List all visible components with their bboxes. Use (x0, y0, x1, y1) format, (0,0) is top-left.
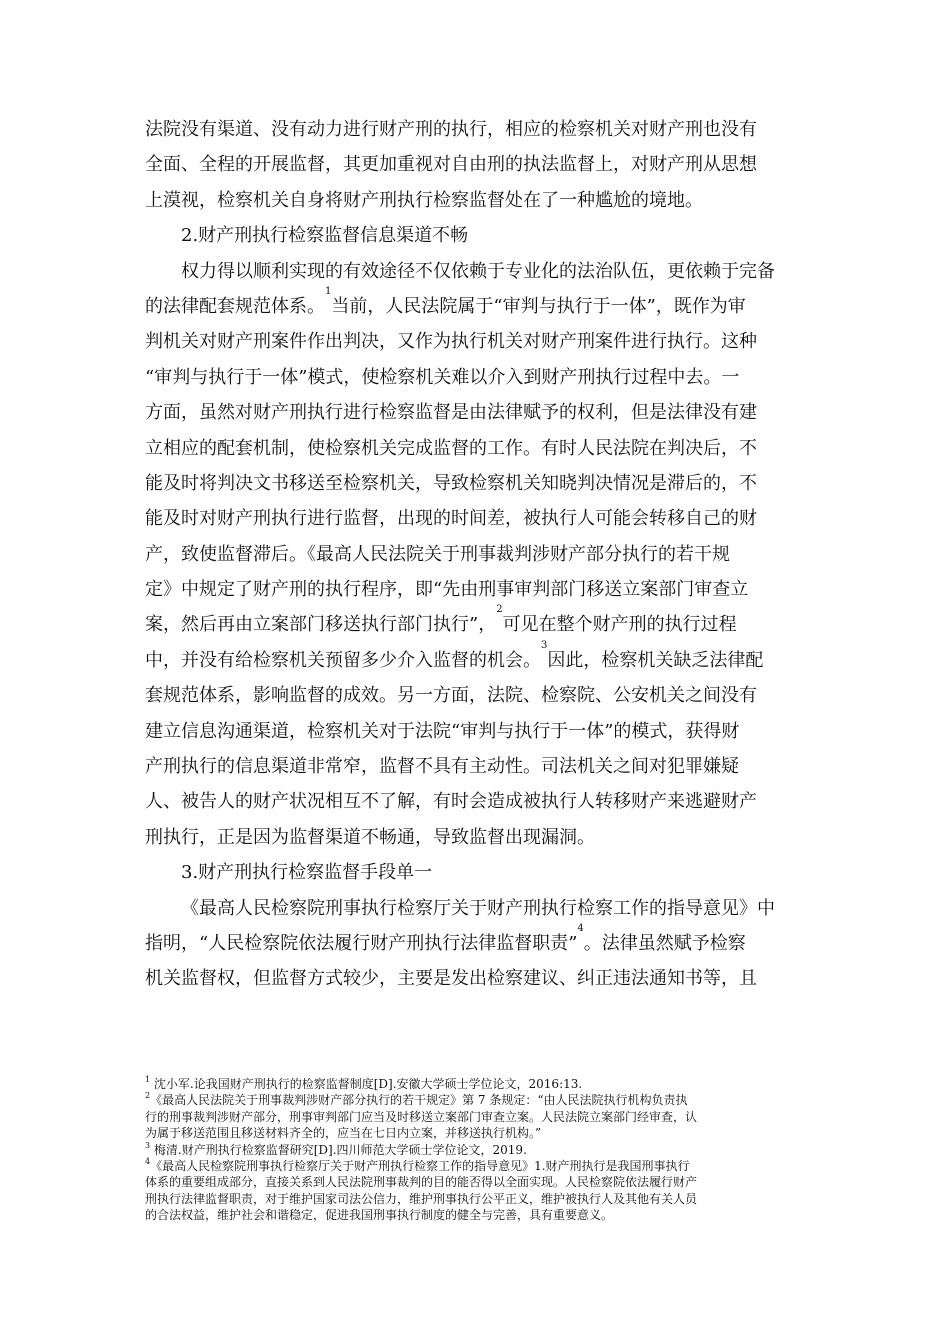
section-heading (145, 855, 805, 890)
paragraph-line (145, 501, 805, 536)
text-segment: 梅清.财产刑执行检察监督研究[D].四川师范大学硕士学位论文，2019. (150, 1142, 527, 1157)
footnote-marker: 1 (145, 1075, 151, 1084)
text-segment: 权力得以顺利实现的有效途径不仅依赖于专业化的法治队伍，更依赖于完备 (181, 260, 775, 282)
text-segment: 为属于移送范围且移送材料齐全的，应当在七日内立案，并移送执行机构。” (145, 1126, 542, 1141)
text-segment: 方面，虽然对财产刑执行进行检察监督是由法律赋予的权利，但是法律没有建 (145, 402, 757, 424)
text-segment: 当前，人民法院属于“审判与执行于一体”，既作为审 (331, 295, 746, 317)
text-segment: 的法律配套规范体系。 (145, 295, 325, 317)
footnote-marker: 4 (145, 1156, 151, 1166)
paragraph-line (145, 961, 805, 996)
paragraph-line (145, 639, 805, 678)
paragraph-line (145, 112, 805, 147)
paragraph-line (145, 466, 805, 501)
text-segment: 刑执行法律监督职责，对于维护国家司法公信力，维护刑事执行公平正义，维护被执行人及其他有关人员 (145, 1191, 698, 1206)
text-segment: 《最高人民法院关于刑事裁判涉财产部分执行的若干规定》第 7 条规定：“由人民法院执行机构负责执 (150, 1093, 688, 1108)
footnote-line (145, 1207, 807, 1223)
text-segment: 判机关对财产刑案件作出判决，又作为执行机关对财产刑案件进行执行。这种 (145, 331, 757, 353)
footnote-line (145, 1092, 807, 1108)
footnote-line (145, 1109, 807, 1125)
paragraph-line (145, 678, 805, 713)
text-segment: 能及时将判决文书移送至检察机关，导致检察机关知晓判决情况是滞后的，不 (145, 472, 757, 494)
text-segment: 《最高人民检察院刑事执行检察厅关于财产刑执行检察工作的指导意见》中 (181, 897, 775, 919)
footnote-marker: 3 (541, 639, 548, 651)
text-segment: 人、被告人的财产状况相互不了解，有时会造成被执行人转移财产来逃避财产 (145, 791, 757, 813)
footnote-marker: 1 (325, 285, 332, 297)
text-segment: 因此，检察机关缺乏法律配 (547, 649, 764, 671)
text-segment: 上漠视，检察机关自身将财产刑执行检察监督处在了一种尴尬的境地。 (145, 189, 703, 211)
text-segment: 中，并没有给检察机关预留多少介入监督的机会。 (145, 649, 541, 671)
text-segment: 套规范体系，影响监督的成效。另一方面，法院、检察院、公安机关之间没有 (145, 685, 757, 707)
paragraph-line (145, 537, 805, 572)
paragraph-line (145, 431, 805, 466)
body-text (145, 112, 805, 997)
text-segment: 建立信息沟通渠道，检察机关对于法院“审判与执行于一体”的模式，获得财 (145, 720, 740, 742)
footnote-marker: 2 (496, 604, 503, 616)
paragraph-line (145, 395, 805, 430)
text-segment: 3.财产刑执行检察监督手段单一 (181, 862, 433, 884)
footnote-line (145, 1174, 807, 1190)
footnote-marker: 4 (577, 922, 584, 934)
paragraph-line (145, 891, 805, 926)
text-segment: 刑执行，正是因为监督渠道不畅通，导致监督出现漏洞。 (145, 826, 595, 848)
footnote-line (145, 1125, 807, 1141)
footnote-line (145, 1142, 807, 1158)
text-segment: 可见在整个财产刑的执行过程 (502, 614, 737, 636)
text-segment: “审判与执行于一体”模式，使检察机关难以介入到财产刑执行过程中去。一 (145, 366, 740, 388)
footnote-line (145, 1191, 807, 1207)
text-segment: 全面、全程的开展监督，其更加重视对自由刑的执法监督上，对财产刑从思想 (145, 154, 757, 176)
footnote-marker: 3 (145, 1140, 151, 1150)
footnote-marker: 2 (145, 1091, 151, 1101)
paragraph-line (145, 183, 805, 218)
text-segment: 。法律虽然赋予检察 (583, 932, 746, 954)
text-segment: 法院没有渠道、没有动力进行财产刑的执行，相应的检察机关对财产刑也没有 (145, 119, 757, 140)
paragraph-line (145, 604, 805, 642)
paragraph-line (145, 922, 805, 961)
text-segment: 机关监督权，但监督方式较少，主要是发出检察建议、纠正违法通知书等，且 (145, 968, 757, 990)
text-segment: 能及时对财产刑执行进行监督，出现的时间差，被执行人可能会转移自己的财 (145, 508, 757, 530)
text-segment: 产刑执行的信息渠道非常窄，监督不具有主动性。司法机关之间对犯罪嫌疑 (145, 756, 739, 778)
text-segment: 行的刑事裁判涉财产部分，刑事审判部门应当及时移送立案部门审查立案。人民法院立案部门经审查，认 (145, 1109, 698, 1124)
footnote-line (145, 1076, 807, 1092)
paragraph-line (145, 572, 805, 607)
text-segment: 《最高人民检察院刑事执行检察厅关于财产刑执行检察工作的指导意见》1.财产刑执行是我国刑事执行 (150, 1158, 690, 1173)
paragraph-line (145, 714, 805, 749)
text-segment: 立相应的配套机制，使检察机关完成监督的工作。有时人民法院在判决后，不 (145, 437, 757, 459)
paragraph-line (145, 285, 805, 324)
text-segment: 案，然后再由立案部门移送执行部门执行”， (145, 614, 497, 636)
text-segment: 指明，“人民检察院依法履行财产刑执行法律监督职责” (145, 932, 578, 954)
text-segment: 产，致使监督滞后。《最高人民法院关于刑事裁判涉财产部分执行的若干规 (145, 543, 730, 565)
text-segment: 的合法权益，维护社会和谐稳定，促进我国刑事执行制度的健全与完善，具有重要意义。 (145, 1208, 614, 1223)
section-heading (145, 218, 805, 253)
paragraph-line (145, 749, 805, 784)
text-segment: 2.财产刑执行检察监督信息渠道不畅 (181, 225, 469, 247)
text-segment: 体系的重要组成部分，直接关系到人民法院刑事裁判的目的能否得以全面实现。人民检察院依法履行财产 (145, 1175, 698, 1190)
paragraph-line (145, 254, 805, 289)
paragraph-line (145, 820, 805, 855)
paragraph-line (145, 324, 805, 359)
paragraph-line (145, 147, 805, 182)
footnotes (145, 1076, 807, 1224)
text-segment: 沈小军.论我国财产刑执行的检察监督制度[D].安徽大学硕士学位论文，2016:13. (150, 1077, 583, 1091)
paragraph-line (145, 784, 805, 819)
text-segment: 定》中规定了财产刑的执行程序，即“先由刑事审判部门移送立案部门审查立 (145, 579, 749, 601)
paragraph-line (145, 360, 805, 395)
footnote-line (145, 1158, 807, 1174)
